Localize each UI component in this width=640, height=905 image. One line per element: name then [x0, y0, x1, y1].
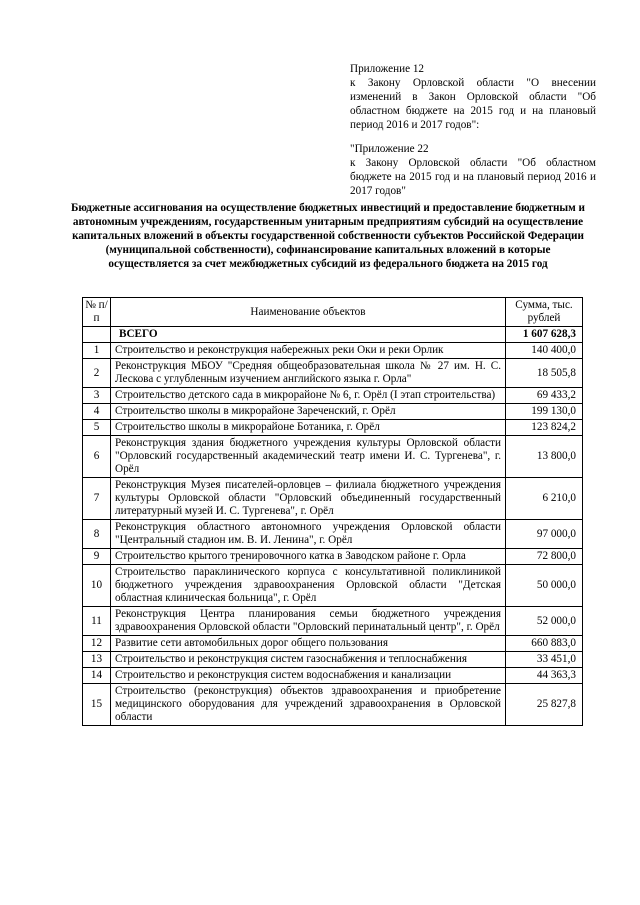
row-sum: 6 210,0	[506, 478, 583, 520]
row-object-name: Развитие сети автомобильных дорог общего пользования	[111, 636, 506, 652]
row-sum: 660 883,0	[506, 636, 583, 652]
total-label: ВСЕГО	[111, 327, 506, 343]
table-row	[83, 478, 583, 520]
row-number: 8	[83, 520, 111, 549]
table-body	[83, 327, 583, 726]
row-object-name: Реконструкция МБОУ "Средняя общеобразовательная школа № 27 им. Н. С. Лескова с углубленным изучением английского языка г. Орла"	[111, 359, 506, 388]
table-row	[83, 388, 583, 404]
row-object-name: Строительство школы в микрорайоне Зареченский, г. Орёл	[111, 404, 506, 420]
table-row	[83, 420, 583, 436]
row-object-name: Реконструкция областного автономного учреждения Орловской области "Центральный стадион им. В. И. Ленина", г. Орёл	[111, 520, 506, 549]
appendix-12-label: Приложение 12	[350, 63, 425, 75]
total-number-cell	[83, 327, 111, 343]
table-row	[83, 652, 583, 668]
table-row	[83, 436, 583, 478]
table-header-row	[83, 298, 583, 327]
appendix-22-text: к Закону Орловской области "Об областном бюджете на 2015 год и на плановый период 2016 и 2017 годов"	[350, 157, 596, 197]
table-row	[83, 668, 583, 684]
table-row	[83, 404, 583, 420]
row-object-name: Реконструкция здания бюджетного учреждения культуры Орловской области "Орловский государственный академический театр имени И. С. Тургенева", г. Орёл	[111, 436, 506, 478]
row-number: 13	[83, 652, 111, 668]
row-number: 12	[83, 636, 111, 652]
row-number: 6	[83, 436, 111, 478]
table-row	[83, 343, 583, 359]
table-row	[83, 549, 583, 565]
row-number: 4	[83, 404, 111, 420]
column-header-sum: Сумма, тыс. рублей	[506, 298, 583, 327]
row-number: 5	[83, 420, 111, 436]
row-sum: 199 130,0	[506, 404, 583, 420]
row-sum: 13 800,0	[506, 436, 583, 478]
row-sum: 72 800,0	[506, 549, 583, 565]
table-row	[83, 520, 583, 549]
row-sum: 140 400,0	[506, 343, 583, 359]
row-number: 2	[83, 359, 111, 388]
table-row	[83, 684, 583, 726]
column-header-name: Наименование объектов	[111, 298, 506, 327]
row-number: 14	[83, 668, 111, 684]
table-row	[83, 359, 583, 388]
appendix-22-label: "Приложение 22	[350, 143, 429, 155]
row-object-name: Строительство крытого тренировочного катка в Заводском районе г. Орла	[111, 549, 506, 565]
row-object-name: Строительство и реконструкция систем водоснабжения и канализации	[111, 668, 506, 684]
table-row	[83, 565, 583, 607]
appendix-12-note	[350, 62, 596, 132]
row-number: 11	[83, 607, 111, 636]
row-number: 9	[83, 549, 111, 565]
row-number: 1	[83, 343, 111, 359]
table-row	[83, 607, 583, 636]
row-sum: 52 000,0	[506, 607, 583, 636]
row-number: 15	[83, 684, 111, 726]
row-sum: 123 824,2	[506, 420, 583, 436]
appendix-12-text: к Закону Орловской области "О внесении изменений в Закон Орловской области "Об областном бюджете на 2015 год и на плановый период 2016 и 2017 годов":	[350, 77, 596, 131]
row-sum: 44 363,3	[506, 668, 583, 684]
allocations-table	[82, 297, 583, 726]
row-number: 3	[83, 388, 111, 404]
row-sum: 50 000,0	[506, 565, 583, 607]
row-sum: 97 000,0	[506, 520, 583, 549]
row-number: 10	[83, 565, 111, 607]
row-sum: 33 451,0	[506, 652, 583, 668]
row-sum: 25 827,8	[506, 684, 583, 726]
row-object-name: Реконструкция Музея писателей-орловцев – филиала бюджетного учреждения культуры Орловской области "Орловский объединенный государственный литературный музей И. С. Тургенева", г. Орёл	[111, 478, 506, 520]
table-row	[83, 636, 583, 652]
row-object-name: Реконструкция Центра планирования семьи бюджетного учреждения здравоохранения Орловской области "Орловский перинатальный центр", г. Орёл	[111, 607, 506, 636]
row-object-name: Строительство и реконструкция набережных реки Оки и реки Орлик	[111, 343, 506, 359]
row-object-name: Строительство параклинического корпуса с консультативной поликлиникой бюджетного учреждения здравоохранения Орловской области "Детская областная клиническая больница", г. Орёл	[111, 565, 506, 607]
row-object-name: Строительство и реконструкция систем газоснабжения и теплоснабжения	[111, 652, 506, 668]
row-sum: 18 505,8	[506, 359, 583, 388]
appendix-22-note	[350, 142, 596, 198]
row-sum: 69 433,2	[506, 388, 583, 404]
document-title: Бюджетные ассигнования на осуществление бюджетных инвестиций и предоставление бюджетным и автономным учреждениям, государственным унитарным предприятиям субсидий на осуществление капитальных вложений в объекты государственной собственности субъектов Российской Федерации (муниципальной собственности), софинансирование капитальных вложений в которые осуществляется за счет межбюджетных субсидий из федерального бюджета на 2015 год	[71, 202, 585, 270]
column-header-number: № п/п	[83, 298, 111, 327]
row-object-name: Строительство детского сада в микрорайоне № 6, г. Орёл (I этап строительства)	[111, 388, 506, 404]
row-object-name: Строительство (реконструкция) объектов здравоохранения и приобретение медицинского оборудования для учреждений здравоохранения в Орловской области	[111, 684, 506, 726]
total-row	[83, 327, 583, 343]
row-object-name: Строительство школы в микрорайоне Ботаника, г. Орёл	[111, 420, 506, 436]
total-sum: 1 607 628,3	[506, 327, 583, 343]
row-number: 7	[83, 478, 111, 520]
